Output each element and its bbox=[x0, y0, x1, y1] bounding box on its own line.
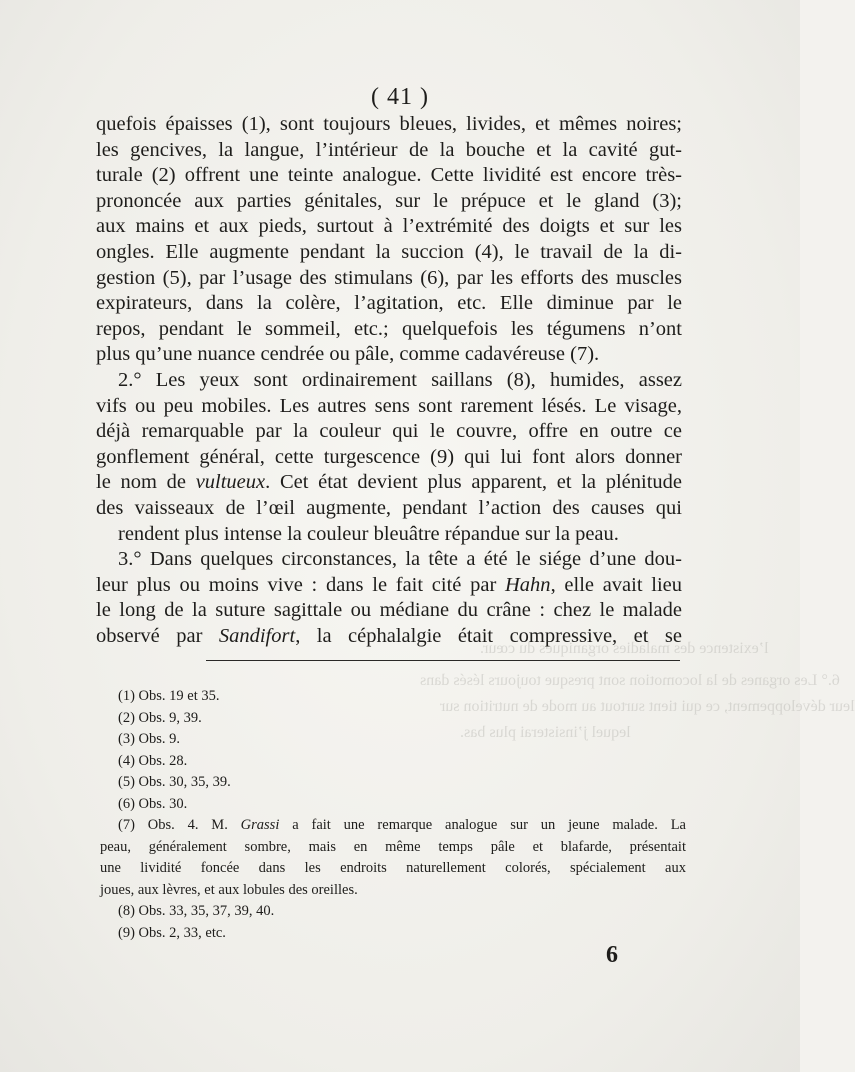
text-segment: . Cet état devient plus apparent, et la plénitude bbox=[265, 471, 682, 494]
text-line: expirateurs, dans la colère, l’agitation, etc. Elle diminue par le bbox=[96, 292, 682, 315]
text-line: prononcée aux parties génitales, sur le prépuce et le gland (3); bbox=[96, 189, 682, 212]
bleed-through-decoration: lequel j’insisterai plus bas. bbox=[460, 724, 631, 741]
text-line: vifs ou peu mobiles. Les autres sens sont rarement lésés. Le visage, bbox=[96, 394, 682, 417]
italic-term: vultueux bbox=[195, 471, 266, 494]
footnote: (8) Obs. 33, 35, 37, 39, 40. bbox=[118, 903, 275, 919]
text-line: gestion (5), par l’usage des stimulans (6), par les efforts des muscles bbox=[96, 266, 682, 289]
text-segment: leur plus ou moins vive : dans le fait cité par bbox=[96, 573, 505, 596]
author-name: Hahn bbox=[505, 573, 551, 596]
footnotes bbox=[100, 686, 686, 944]
footnote-continuation: peau, généralement sombre, mais en même temps pâle et blafarde, présentait bbox=[100, 838, 686, 855]
footnote-continuation: une lividité foncée dans les endroits naturellement colorés, spécialement aux bbox=[100, 860, 686, 876]
footnote-continuation: joues, aux lèvres, et aux lobules des oreilles. bbox=[100, 881, 358, 898]
text-line: déjà remarquable par la couleur qui le couvre, offre en outre ce bbox=[96, 420, 682, 443]
text-line: 2.° Les yeux sont ordinairement saillans (8), humides, assez bbox=[118, 368, 682, 391]
footnote-divider bbox=[206, 660, 680, 661]
text-segment: , la céphalalgie était compressive, et se bbox=[295, 624, 682, 647]
bleed-through-decoration: leur développement, ce qui tient surtout au mode de nutrition sur bbox=[440, 698, 855, 715]
text-line bbox=[96, 573, 682, 599]
text-line bbox=[96, 470, 682, 496]
text-segment: , elle avait lieu bbox=[550, 573, 683, 596]
author-name: Grassi bbox=[240, 817, 280, 833]
text-line: quefois épaisses (1), sont toujours bleues, livides, et mêmes noires; bbox=[96, 113, 682, 135]
text-segment: a fait une remarque analogue sur un jeune malade. La bbox=[279, 817, 686, 833]
text-line: des vaisseaux de l’œil augmente, pendant l’action des causes qui bbox=[96, 496, 682, 519]
text-line: rendent plus intense la couleur bleuâtre répandue sur la peau. bbox=[118, 522, 619, 545]
footnote: (1) Obs. 19 et 35. bbox=[118, 688, 220, 704]
text-line: repos, pendant le sommeil, etc.; quelquefois les tégumens n’ont bbox=[96, 317, 682, 340]
footnote: (9) Obs. 2, 33, etc. bbox=[118, 924, 226, 941]
text-segment: (7) Obs. 4. M. bbox=[118, 817, 241, 833]
text-line bbox=[96, 624, 682, 650]
signature-mark: 6 bbox=[606, 942, 618, 968]
body-text bbox=[96, 112, 682, 649]
text-line: gonflement général, cette turgescence (9) qui lui font alors donner bbox=[96, 445, 682, 468]
footnote bbox=[100, 815, 686, 837]
footnote: (3) Obs. 9. bbox=[118, 731, 181, 747]
text-line: ongles. Elle augmente pendant la succion (4), le travail de la di- bbox=[96, 240, 682, 263]
page-number: ( 41 ) bbox=[371, 84, 429, 110]
author-name: Sandifort bbox=[218, 624, 296, 647]
bleed-through-decoration: 6.° Les organes de la locomotion sont presque toujours lésés dans bbox=[420, 672, 840, 689]
text-line: les gencives, la langue, l’intérieur de la bouche et la cavité gut- bbox=[96, 138, 682, 161]
text-line: plus qu’une nuance cendrée ou pâle, comme cadavéreuse (7). bbox=[96, 343, 600, 366]
footnote: (5) Obs. 30, 35, 39. bbox=[118, 774, 231, 790]
text-segment: observé par bbox=[96, 624, 219, 647]
text-segment: le nom de bbox=[96, 471, 196, 494]
footnote: (2) Obs. 9, 39. bbox=[118, 709, 202, 726]
footnote: (4) Obs. 28. bbox=[118, 752, 188, 769]
bleed-through-decoration: l’existence des maladies organiques du cœur. bbox=[480, 640, 769, 657]
text-line: aux mains et aux pieds, surtout à l’extrémité des doigts et sur les bbox=[96, 215, 682, 238]
text-line: turale (2) offrent une teinte analogue. Cette lividité est encore très- bbox=[96, 164, 682, 187]
footnote: (6) Obs. 30. bbox=[118, 795, 188, 812]
text-line: 3.° Dans quelques circonstances, la tête a été le siége d’une dou- bbox=[118, 548, 682, 571]
text-line: le long de la suture sagittale ou médiane du crâne : chez le malade bbox=[96, 599, 682, 622]
